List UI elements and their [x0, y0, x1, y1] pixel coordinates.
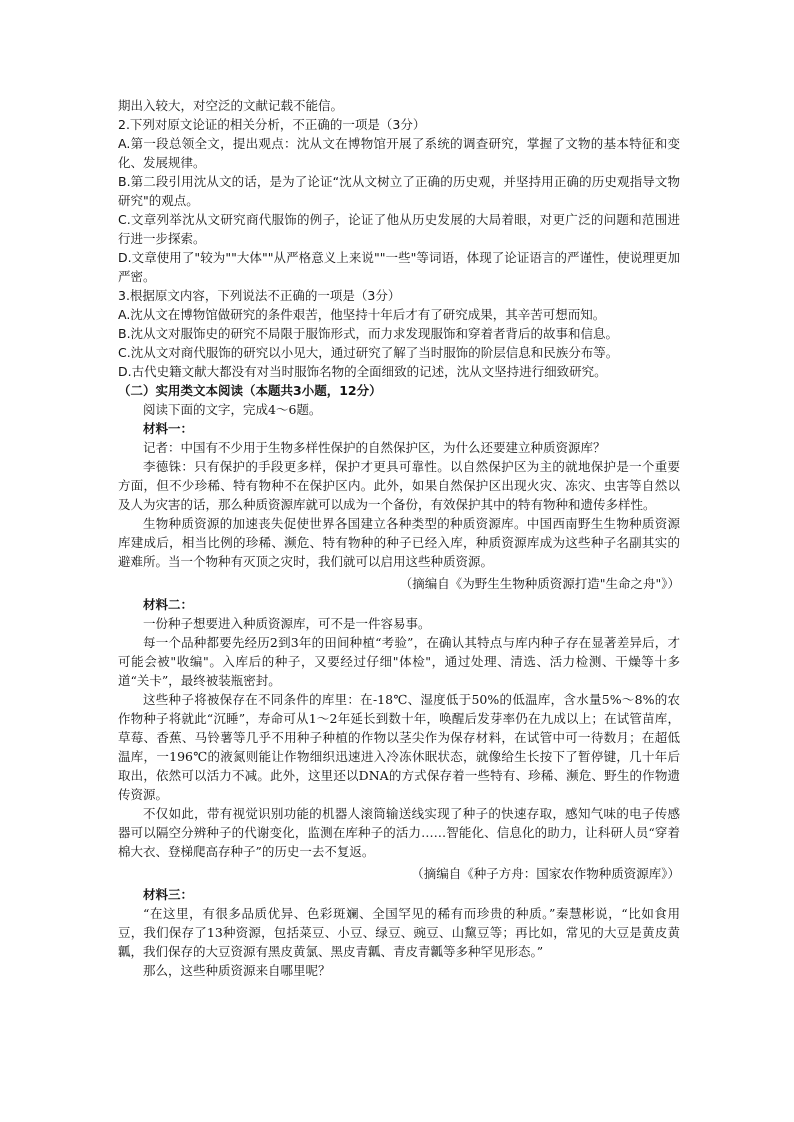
question-3-stem: 3.根据原文内容，下列说法不正确的一项是（3分） — [118, 288, 401, 303]
material-1-label: 材料一： — [143, 421, 194, 436]
material-2-label: 材料二： — [143, 597, 194, 612]
material-2-source: （摘编自《种子方舟：国家农作物种质资源库》） — [411, 866, 680, 881]
material-2-paragraph: 这些种子将被保存在不同条件的库里：在-18℃、湿度低于50%的低温库，含水量5%～8%的农作物种子将就此“沉睡”，寿命可从1～2年延长到数十年，唤醒后发芽率仍在九成以上；在试管苗库，草莓、香蕉、马铃薯等几乎不用种子种植的作物以茎尖作为保存材料，在试管中可一待数月；在超低温库，一196℃的液氮则能让作物细织迅速进入冷冻休眠状态，就像给生长按下了暂停键，几十年后取出，依然可以活力不减。此外，这里还以DNA的方式保存着一些特有、珍稀、濒危、野生的作物遗传资源。 — [118, 692, 680, 802]
question-2-option-b: B.第二段引用沈从文的话，是为了论证“沈从文树立了正确的历史观，并坚持用正确的历史观指导文物研究"的观点。 — [118, 174, 680, 208]
reading-instruction: 阅读下面的文字，完成4～6题。 — [143, 402, 322, 417]
question-3-option-b: B.沈从文对服饰史的研究不局限于服饰形式，而力求发现服饰和穿着者背后的故事和信息。 — [118, 326, 619, 341]
material-2-paragraph: 每一个品种都要先经历2到3年的田间种植“考验”，在确认其特点与库内种子存在显著差异后，才可能会被"收编"。入库后的种子，又要经过仔细"体检"，通过处理、清选、活力检测、干燥等十多道“关卡”，最终被装瓶密封。 — [118, 635, 680, 688]
question-2-option-d: D.文章使用了"较为""大体""从严格意义上来说""一些"等词语，体现了论证语言的严谨性，使说理更加严密。 — [118, 250, 680, 284]
question-2-stem: 2.下列对原文论证的相关分析，不正确的一项是（3分） — [118, 117, 426, 132]
question-3-option-a: A.沈从文在博物馆做研究的条件艰苦，他坚持十年后才有了研究成果，其辛苦可想而知。 — [118, 307, 606, 322]
question-3-option-d: D.古代史籍文献大都没有对当时服饰名物的全面细致的记述，沈从文坚持进行细致研究。 — [118, 364, 607, 379]
question-2-option-c: C.文章列举沈从文研究商代服饰的例子，论证了他从历史发展的大局着眼，对更广泛的问题和范围进行进一步探索。 — [118, 212, 680, 246]
continuation-paragraph: 期出入较大，对空泛的文献记载不能信。 — [118, 98, 344, 113]
material-2-paragraph: 不仅如此，带有视觉识别功能的机器人滚筒输送线实现了种子的快速存取，感知气味的电子传感器可以隔空分辨种子的代谢变化，监测在库种子的活力……智能化、信息化的助力，让科研人员“穿着棉大衣、登梯爬高存种子”的历史一去不复返。 — [118, 806, 680, 859]
question-3-option-c: C.沈从文对商代服饰的研究以小见大，通过研究了解了当时服饰的阶层信息和民族分布等。 — [118, 345, 619, 360]
material-1-source: （摘编自《为野生生物种质资源打造"生命之舟"》） — [399, 576, 680, 591]
section-title: （二）实用类文本阅读（本题共3小题，12分） — [118, 383, 382, 398]
material-2-paragraph: 一份种子想要进入种质资源库，可不是一件容易事。 — [143, 616, 431, 631]
material-3-paragraph: “在这里，有很多品质优异、色彩斑斓、全国罕见的稀有而珍贵的种质。”秦慧彬说，“比如食用豆，我们保存了13种资源，包括菜豆、小豆、绿豆、豌豆、山黧豆等；再比如，常见的大豆是黄皮黄瓤，我们保存的大豆资源有黑皮黄氯、黑皮青瓤、青皮青瓤等多种罕见形态。” — [118, 906, 680, 959]
material-1-paragraph: 生物种质资源的加速丧失促使世界各国建立各种类型的种质资源库。中国西南野生生物种质资源库建成后，相当比例的珍稀、濒危、特有物种的种子已经入库，种质资源库成为这些种子名副其实的避难所。当一个物种有灭顶之灾时，我们就可以启用这些种质资源。 — [118, 516, 680, 569]
question-2-option-a: A.第一段总领全文，提出观点：沈从文在博物馆开展了系统的调查研究，掌握了文物的基本特征和变化、发展规律。 — [118, 136, 680, 170]
material-3-label: 材料三： — [143, 887, 194, 902]
material-3-paragraph: 那么，这些种质资源来自哪里呢？ — [143, 963, 331, 978]
exam-page — [118, 96, 680, 980]
material-1-paragraph: 记者：中国有不少用于生物多样性保护的自然保护区，为什么还要建立种质资源库？ — [143, 440, 606, 455]
material-1-paragraph: 李德铢：只有保护的手段更多样，保护才更具可靠性。以自然保护区为主的就地保护是一个重要方面，但不少珍稀、特有物种不在保护区内。此外，如果自然保护区出现火灾、冻灾、虫害等自然以及人为灾害的话，那么种质资源库就可以成为一个备份，有效保护其中的特有物种和遗传多样性。 — [118, 459, 680, 512]
